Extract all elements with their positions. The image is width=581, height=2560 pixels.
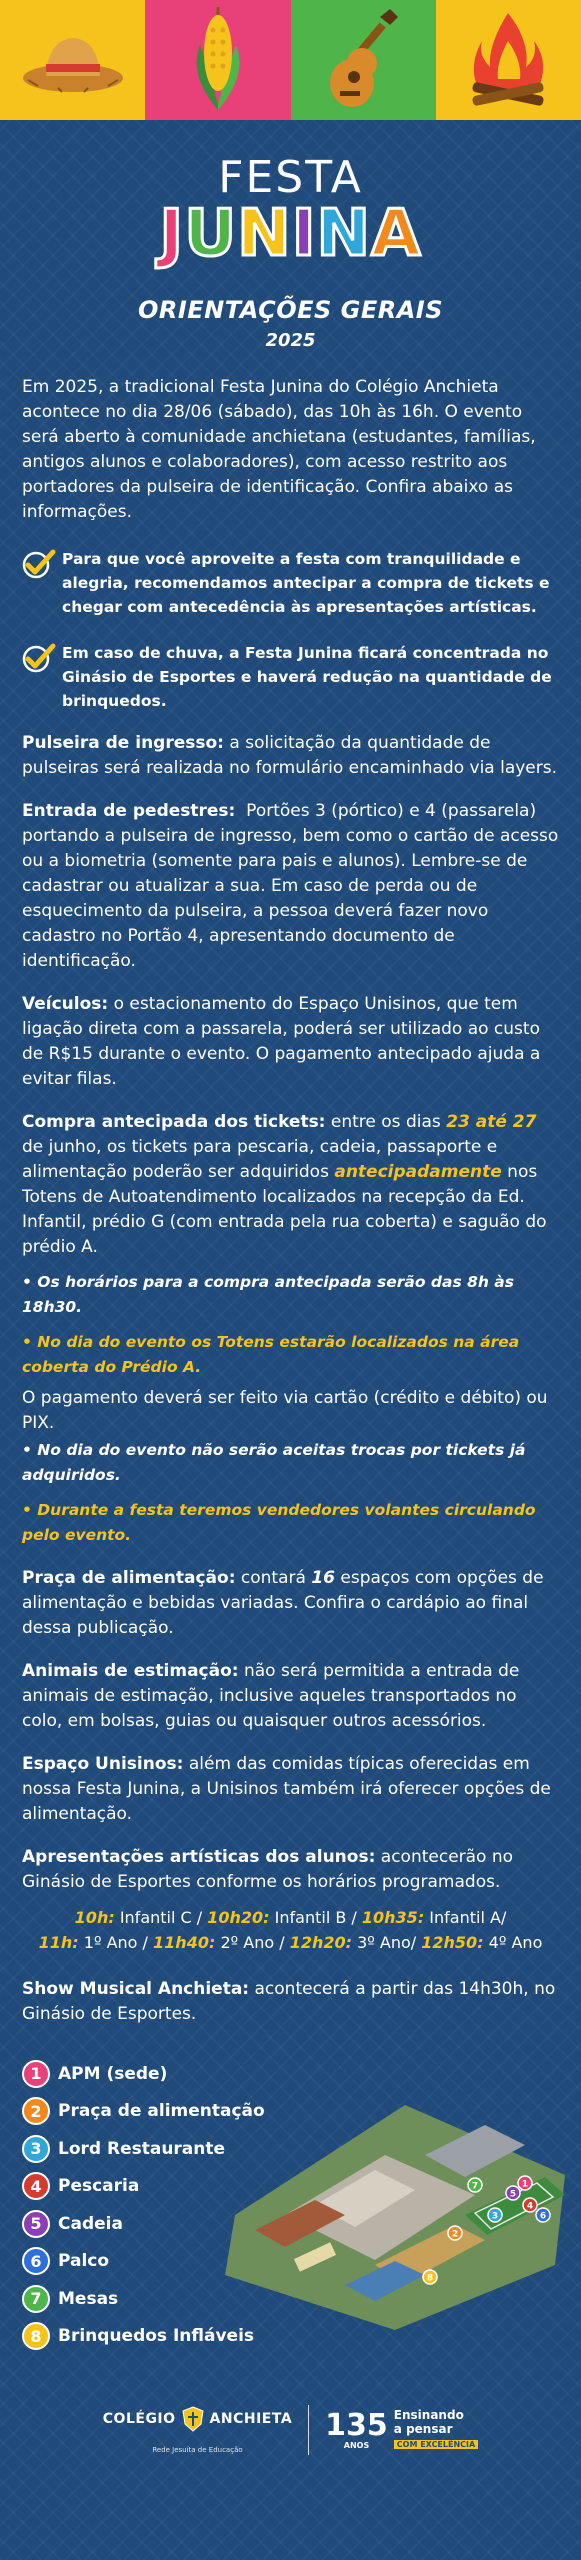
- section-label: Show Musical Anchieta:: [22, 1979, 250, 1999]
- map-marker-number: 1: [521, 2179, 529, 2190]
- performance-schedule: [22, 1905, 559, 1955]
- schedule-time: 10h20:: [207, 1908, 270, 1927]
- highlight-antecipadamente: antecipadamente: [334, 1162, 502, 1182]
- festa-junina-logo: [0, 152, 581, 286]
- logo-letter: N: [316, 197, 372, 271]
- schedule-time: 10h:: [74, 1908, 115, 1927]
- guitar-icon: [318, 5, 408, 115]
- legend-label: Cadeia: [58, 2213, 123, 2234]
- legend-number-badge: 5: [22, 2210, 50, 2238]
- check-text: Para que você aproveite a festa com tranquilidade e alegria, recomendamos antecipar a compra de tickets e chegar com antecedência às apresentações artísticas.: [62, 550, 550, 616]
- legend-number-badge: 8: [22, 2322, 50, 2350]
- section-label: Praça de alimentação:: [22, 1568, 236, 1588]
- schedule-time: 10h35:: [361, 1908, 425, 1927]
- bullet-hours: • Os horários para a compra antecipada serão das 8h às 18h30.: [22, 1273, 514, 1316]
- rain-check: [22, 641, 559, 713]
- intro-paragraph: Em 2025, a tradicional Festa Junina do Colégio Anchieta acontece no dia 28/06 (sábado), das 10h às 16h. O evento será aberto à comunidade anchietana (estudantes, famílias, antigos alunos e colaboradores), com acesso restrito aos portadores da pulseira de identificação. Confira abaixo as informações.: [22, 377, 536, 522]
- legend-label: Lord Restaurante: [58, 2138, 226, 2159]
- payment-text: O pagamento deverá ser feito via cartão (crédito e débito) ou PIX.: [22, 1388, 548, 1433]
- schedule-group: Infantil C /: [114, 1908, 208, 1927]
- section-text: o estacionamento do Espaço Unisinos, que tem ligação direta com a passarela, poderá ser utilizado ao custo de R$15 durante o evento. O pagamento antecipado ajuda a evitar filas.: [22, 994, 541, 1089]
- corn-icon: [178, 5, 258, 115]
- section-label: Entrada de pedestres:: [22, 801, 236, 821]
- schedule-time: 11h40:: [153, 1933, 216, 1952]
- logo-festa-text: FESTA: [218, 152, 363, 203]
- logo-letter: A: [371, 197, 422, 271]
- campus-map-area: [0, 2055, 581, 2355]
- section-text: acontecerão no Ginásio de Esportes conforme os horários programados.: [22, 1847, 514, 1892]
- legend-label: Mesas: [58, 2288, 119, 2309]
- campus-map-illustration: [225, 2065, 570, 2335]
- colegio-label: COLÉGIO: [102, 2411, 176, 2427]
- section-text: de junho, os tickets para pescaria, cadeia, passaporte e alimentação poderão ser adquiridos: [22, 1137, 498, 1182]
- schedule-group: Infantil A/: [424, 1908, 507, 1927]
- legend-number-badge: 3: [22, 2135, 50, 2163]
- legend-label: Brinquedos Infláveis: [58, 2326, 255, 2347]
- tagline-excellence: COM EXCELÊNCIA: [394, 2440, 478, 2449]
- section-text: além das comidas típicas oferecidas em nossa Festa Junina, a Unisinos também irá oferecer opções de alimentação.: [22, 1754, 551, 1824]
- banner-tile-guitar: [291, 0, 436, 120]
- checkmark-icon: [22, 549, 56, 579]
- rede-jesuita-label: Rede Jesuíta de Educação: [152, 2446, 243, 2454]
- logo-letter: J: [159, 197, 185, 271]
- map-marker-number: 5: [509, 2189, 517, 2200]
- content: [0, 375, 581, 2027]
- section-text: a solicitação da quantidade de pulseiras será realizada no formulário encaminhado via layers.: [22, 733, 558, 778]
- section-show: [22, 1977, 559, 2027]
- banner-tile-bonfire: [436, 0, 581, 120]
- section-text: Portões 3 (pórtico) e 4 (passarela) portando a pulseira de ingresso, bem como o cartão de acesso ou a biometria (somente para pais e alunos). Lembre-se de cadastrar ou atualizar a sua. Em caso de perda ou de esquecimento da pulseira, a pessoa deverá fazer novo cadastro no Portão 4, apresentando documento de identificação.: [22, 801, 564, 971]
- map-marker-number: 4: [526, 2201, 534, 2212]
- section-text: nos Totens de Autoatendimento localizados na recepção da Ed. Infantil, prédio G (com entrada pela rua coberta) e saguão do prédio A.: [22, 1162, 547, 1257]
- anniversary-badge: [325, 2408, 478, 2452]
- section-label: Apresentações artísticas dos alunos:: [22, 1847, 376, 1867]
- section-text: não será permitida a entrada de animais de estimação, inclusive aqueles transportados no colo, em bolsas, guias ou quaisquer outros acessórios.: [22, 1661, 520, 1731]
- section-text: acontecerá a partir das 14h30h, no Ginásio de Esportes.: [22, 1979, 556, 2024]
- highlight-dates: 23 até 27: [446, 1112, 537, 1132]
- tagline-line: Ensinando: [393, 2408, 464, 2422]
- schedule-time: 12h20:: [289, 1933, 353, 1952]
- bullet-vendors: • Durante a festa teremos vendedores volantes circulando pelo evento.: [22, 1501, 536, 1544]
- map-marker-number: 7: [471, 2181, 479, 2192]
- logo-letter: N: [237, 197, 292, 271]
- anniversary-word: ANOS: [343, 2440, 370, 2450]
- schedule-group: 2º Ano /: [215, 1933, 290, 1952]
- legend-number-badge: 4: [22, 2172, 50, 2200]
- section-apresentacoes: [22, 1845, 559, 1895]
- section-praca: [22, 1566, 559, 1641]
- schedule-group: 1º Ano /: [78, 1933, 154, 1952]
- legend-label: APM (sede): [58, 2063, 168, 2084]
- page-subtitle-year: 2025: [265, 330, 316, 351]
- anchieta-label: ANCHIETA: [209, 2411, 293, 2427]
- legend-number-badge: 7: [22, 2285, 50, 2313]
- bullet-no-exchanges: • No dia do evento não serão aceitas trocas por tickets já adquiridos.: [22, 1441, 526, 1484]
- map-marker-number: 2: [451, 2229, 459, 2240]
- schedule-time: 12h50:: [421, 1933, 484, 1952]
- section-pedestres: [22, 799, 564, 974]
- legend-number-badge: 2: [22, 2097, 50, 2125]
- anchieta-shield-icon: [182, 2406, 204, 2432]
- section-label: Compra antecipada dos tickets:: [22, 1112, 326, 1132]
- section-label: Pulseira de ingresso:: [22, 733, 224, 753]
- section-veiculos: [22, 992, 559, 1092]
- section-text: contará: [235, 1568, 312, 1588]
- map-marker-number: 3: [491, 2211, 499, 2222]
- schedule-group: 3º Ano/: [352, 1933, 422, 1952]
- legend-label: Palco: [58, 2251, 110, 2272]
- anniversary-number: 135: [325, 2407, 388, 2443]
- logo-letter: I: [291, 197, 317, 271]
- legend-label: Praça de alimentação: [58, 2101, 265, 2122]
- bullet-totens: • No dia do evento os Totens estarão localizados na área coberta do Prédio A.: [22, 1333, 520, 1376]
- footer-divider: [308, 2405, 309, 2455]
- schedule-group: 4º Ano: [483, 1933, 543, 1952]
- recommendation-check: [22, 547, 559, 619]
- banner-tile-hat: [0, 0, 145, 120]
- banner-tile-corn: [145, 0, 290, 120]
- schedule-time: 11h:: [38, 1933, 79, 1952]
- schedule-group: Infantil B /: [269, 1908, 362, 1927]
- page-title: ORIENTAÇÕES GERAIS: [137, 296, 444, 324]
- legend-number-badge: 1: [22, 2060, 50, 2088]
- section-animais: [22, 1659, 559, 1734]
- legend-label: Pescaria: [58, 2176, 140, 2197]
- bonfire-icon: [458, 5, 558, 115]
- section-tickets: [22, 1110, 559, 1260]
- section-label: Veículos:: [22, 994, 109, 1014]
- section-text: entre os dias: [325, 1112, 447, 1132]
- straw-hat-icon: [18, 20, 128, 100]
- footer: [0, 2370, 581, 2490]
- section-text: espaços com opções de alimentação e bebidas variadas. Confira o cardápio ao final dessa publicação.: [22, 1568, 544, 1638]
- section-unisinos: [22, 1752, 559, 1827]
- logo-letter: U: [184, 197, 238, 271]
- logo-junina-text: [0, 197, 581, 271]
- section-label: Animais de estimação:: [22, 1661, 239, 1681]
- check-text: Em caso de chuva, a Festa Junina ficará concentrada no Ginásio de Esportes e haverá redução na quantidade de brinquedos.: [62, 644, 552, 710]
- top-banner: [0, 0, 581, 120]
- section-label: Espaço Unisinos:: [22, 1754, 184, 1774]
- checkmark-icon: [22, 643, 56, 673]
- tagline-line: a pensar: [393, 2422, 453, 2436]
- section-pulseira: [22, 731, 559, 781]
- colegio-anchieta-logo: [103, 2406, 292, 2454]
- spaces-count: 16: [311, 1568, 335, 1588]
- legend-number-badge: 6: [22, 2247, 50, 2275]
- map-marker-number: 6: [539, 2211, 547, 2222]
- map-marker-number: 8: [426, 2273, 434, 2284]
